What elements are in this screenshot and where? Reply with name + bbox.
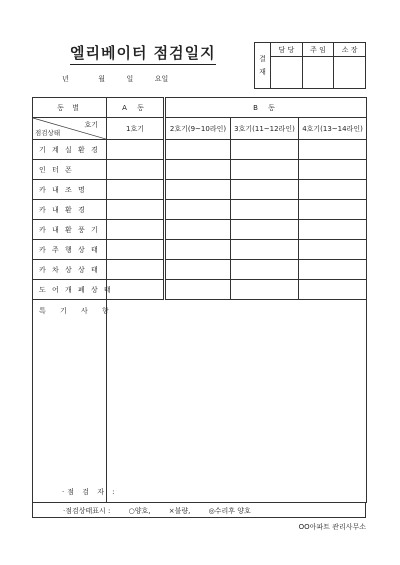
check-cell[interactable] <box>165 220 231 240</box>
approval-sign-director[interactable] <box>334 57 366 89</box>
legend-bad: ×불량, <box>168 507 191 515</box>
approval-box <box>254 42 366 89</box>
date-month-label: 월 <box>98 75 105 83</box>
table-row <box>33 220 367 240</box>
check-cell[interactable] <box>299 180 367 200</box>
check-cell[interactable] <box>107 160 165 180</box>
check-cell[interactable] <box>299 260 367 280</box>
check-cell[interactable] <box>231 280 299 300</box>
check-cell[interactable] <box>165 260 231 280</box>
approval-sign-manager[interactable] <box>271 57 303 89</box>
row-label: 카 내 환 풍 기 <box>33 220 107 240</box>
legend-repaired: ◎수리후 양호 <box>208 507 251 515</box>
inspector-line: ·점 검 자 : <box>62 488 118 496</box>
building-b-header: B 동 <box>165 98 367 118</box>
check-cell[interactable] <box>165 140 231 160</box>
row-label: 카 내 조 명 <box>33 180 107 200</box>
check-cell[interactable] <box>165 200 231 220</box>
inspection-table <box>32 97 367 503</box>
date-weekday-label: 요일 <box>154 75 169 83</box>
row-label: 인 터 폰 <box>33 160 107 180</box>
check-cell[interactable] <box>231 160 299 180</box>
approval-role-director: 소 장 <box>334 43 366 57</box>
status-axis-label: 점검상태 <box>35 129 61 138</box>
check-cell[interactable] <box>107 220 165 240</box>
building-a-header: A 동 <box>107 98 165 118</box>
check-cell[interactable] <box>165 160 231 180</box>
table-row <box>33 260 367 280</box>
check-cell[interactable] <box>231 220 299 240</box>
check-cell[interactable] <box>107 180 165 200</box>
check-cell[interactable] <box>299 240 367 260</box>
check-cell[interactable] <box>231 180 299 200</box>
check-cell[interactable] <box>107 240 165 260</box>
row-label: 카 내 환 경 <box>33 200 107 220</box>
legend-label: ·점검상태표시 : <box>63 507 111 515</box>
approval-role-manager: 담 당 <box>271 43 303 57</box>
table-row <box>33 180 367 200</box>
row-label: 카 차 상 상 태 <box>33 260 107 280</box>
approval-label: 결 재 <box>255 43 271 89</box>
date-day-label: 일 <box>126 75 134 83</box>
date-line <box>62 74 168 84</box>
unit-4-header: 4호기(13~14라인) <box>299 118 367 140</box>
check-cell[interactable] <box>107 260 165 280</box>
check-cell[interactable] <box>231 240 299 260</box>
check-cell[interactable] <box>231 140 299 160</box>
approval-sign-chief[interactable] <box>302 57 334 89</box>
unit-3-header: 3호기(11~12라인) <box>231 118 299 140</box>
unit-1-header: 1호기 <box>107 118 165 140</box>
check-cell[interactable] <box>299 140 367 160</box>
table-row <box>33 140 367 160</box>
row-label: 기 계 실 환 경 <box>33 140 107 160</box>
table-row <box>33 200 367 220</box>
check-cell[interactable] <box>299 280 367 300</box>
check-cell[interactable] <box>165 180 231 200</box>
remarks-area[interactable] <box>107 300 367 503</box>
remarks-label: 특 기 사 항 <box>33 300 107 503</box>
check-cell[interactable] <box>107 200 165 220</box>
office-name: OO아파트 관리사무소 <box>298 523 366 531</box>
unit-2-header: 2호기(9~10라인) <box>165 118 231 140</box>
check-cell[interactable] <box>299 220 367 240</box>
diagonal-header-cell <box>33 118 107 140</box>
table-row <box>33 160 367 180</box>
row-label: 도 어 개 폐 상 태 <box>33 280 107 300</box>
status-legend <box>32 503 366 518</box>
table-row <box>33 280 367 300</box>
date-year-label: 년 <box>62 75 69 83</box>
unit-axis-label: 호기 <box>84 121 98 130</box>
check-cell[interactable] <box>165 280 231 300</box>
check-cell[interactable] <box>231 260 299 280</box>
check-cell[interactable] <box>299 200 367 220</box>
page-title: 엘리베이터 점검일지 <box>70 42 216 65</box>
building-header: 동 별 <box>33 98 107 118</box>
check-cell[interactable] <box>165 240 231 260</box>
table-row <box>33 240 367 260</box>
legend-good: ○양호, <box>128 507 151 515</box>
check-cell[interactable] <box>299 160 367 180</box>
approval-role-chief: 주 임 <box>302 43 334 57</box>
check-cell[interactable] <box>107 280 165 300</box>
check-cell[interactable] <box>107 140 165 160</box>
check-cell[interactable] <box>231 200 299 220</box>
row-label: 카 주 행 상 태 <box>33 240 107 260</box>
